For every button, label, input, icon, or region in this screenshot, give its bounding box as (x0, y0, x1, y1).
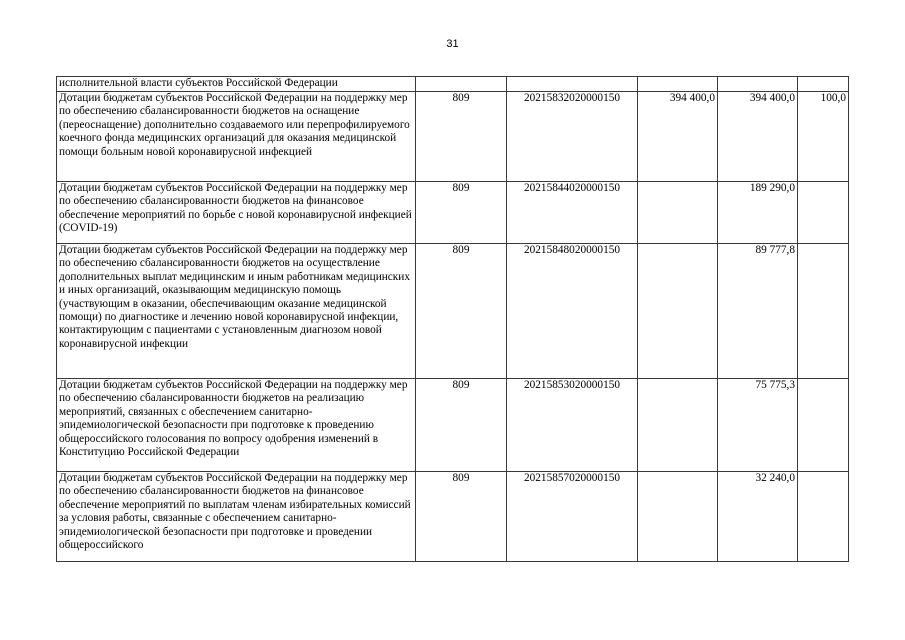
row-plan-cell (638, 182, 718, 244)
row-percent-cell (798, 379, 849, 472)
budget-table (56, 76, 849, 562)
row-percent-cell (798, 472, 849, 562)
row-kbk-cell: 20215848020000150 (507, 244, 638, 379)
row-plan-cell: 394 400,0 (638, 92, 718, 182)
table-row (57, 472, 849, 562)
row-fact-cell: 394 400,0 (718, 92, 798, 182)
row-plan-cell (638, 77, 718, 92)
table-row (57, 182, 849, 244)
table-row (57, 77, 849, 92)
row-code-cell (416, 77, 507, 92)
row-plan-cell (638, 244, 718, 379)
row-name-cell: Дотации бюджетам субъектов Российской Федерации на поддержку мер по обеспечению сбалансированности бюджетов на осуществление дополнительных выплат медицинским и иным работникам медицинских и иных организаций, оказывающим медицинскую помощь (участвующим в оказании, обеспечивающим оказание медицинской помощи) по диагностике и лечению новой коронавирусной инфекции, контактирующим с пациентами с установленным диагнозом новой коронавирусной инфекции (57, 244, 416, 379)
row-kbk-cell (507, 77, 638, 92)
row-fact-cell (718, 77, 798, 92)
row-name-cell: Дотации бюджетам субъектов Российской Федерации на поддержку мер по обеспечению сбалансированности бюджетов на финансовое обеспечение мероприятий по борьбе с новой коронавирусной инфекцией (COVID-19) (57, 182, 416, 244)
row-percent-cell (798, 244, 849, 379)
row-kbk-cell: 20215844020000150 (507, 182, 638, 244)
page-number: 31 (446, 38, 459, 50)
row-fact-cell: 189 290,0 (718, 182, 798, 244)
row-code-cell: 809 (416, 244, 507, 379)
row-kbk-cell: 20215832020000150 (507, 92, 638, 182)
row-code-cell: 809 (416, 472, 507, 562)
row-kbk-cell: 20215853020000150 (507, 379, 638, 472)
row-plan-cell (638, 379, 718, 472)
row-fact-cell: 32 240,0 (718, 472, 798, 562)
row-name-cell: Дотации бюджетам субъектов Российской Федерации на поддержку мер по обеспечению сбалансированности бюджетов на финансовое обеспечение мероприятий по выплатам членам избирательных комиссий за условия работы, связанные с обеспечением санитарно-эпидемиологической безопасности при подготовке и проведении общероссийского (57, 472, 416, 562)
row-code-cell: 809 (416, 182, 507, 244)
row-name-cell: Дотации бюджетам субъектов Российской Федерации на поддержку мер по обеспечению сбалансированности бюджетов на реализацию мероприятий, связанных с обеспечением санитарно-эпидемиологической безопасности при подготовке к проведению общероссийского голосования по вопросу одобрения изменений в Конституцию Российской Федерации (57, 379, 416, 472)
row-percent-cell: 100,0 (798, 92, 849, 182)
row-percent-cell (798, 182, 849, 244)
table-row (57, 379, 849, 472)
row-fact-cell: 89 777,8 (718, 244, 798, 379)
table-row (57, 244, 849, 379)
row-name-cell: Дотации бюджетам субъектов Российской Федерации на поддержку мер по обеспечению сбалансированности бюджетов на оснащение (переоснащение) дополнительно создаваемого или перепрофилируемого коечного фонда медицинских организаций для оказания медицинской помощи больным новой коронавирусной инфекцией (57, 92, 416, 182)
row-fact-cell: 75 775,3 (718, 379, 798, 472)
row-code-cell: 809 (416, 92, 507, 182)
row-plan-cell (638, 472, 718, 562)
row-code-cell: 809 (416, 379, 507, 472)
row-kbk-cell: 20215857020000150 (507, 472, 638, 562)
table-row (57, 92, 849, 182)
row-name-cell: исполнительной власти субъектов Российской Федерации (57, 77, 416, 92)
row-percent-cell (798, 77, 849, 92)
